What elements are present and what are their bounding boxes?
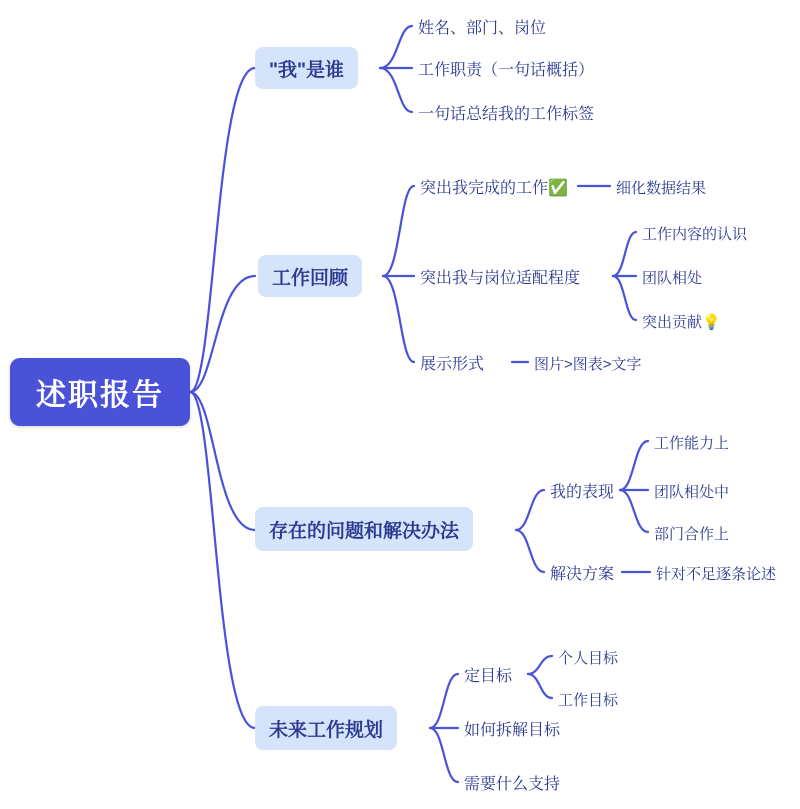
leaf-label: 一句话总结我的工作标签 xyxy=(418,105,595,123)
leaf-what-support-needed[interactable] xyxy=(464,771,560,793)
leaf-label: 工作职责（一句话概括） xyxy=(418,61,595,79)
leaf-completed-work[interactable] xyxy=(420,175,568,197)
leaf-label: 工作目标 xyxy=(558,691,619,709)
leaf-label: 部门合作上 xyxy=(654,525,730,543)
leaf-label: 需要什么支持 xyxy=(464,775,561,793)
branch-node-future-plan[interactable] xyxy=(255,706,397,750)
leaf-set-goals[interactable] xyxy=(464,663,512,685)
leaf-label: 针对不足逐条论述 xyxy=(656,565,777,583)
leaf-highlight-contribution[interactable] xyxy=(642,310,721,332)
branch-node-label: "我"是谁 xyxy=(269,59,345,81)
leaf-label: 我的表现 xyxy=(550,483,615,501)
branch-node-work-review[interactable] xyxy=(258,255,362,297)
leaf-work-ability[interactable] xyxy=(654,431,729,453)
leaf-understanding-of-work[interactable] xyxy=(642,222,747,244)
leaf-team-interaction[interactable] xyxy=(654,480,729,502)
leaf-job-duty[interactable] xyxy=(418,57,594,79)
branch-node-who-am-i[interactable] xyxy=(255,47,358,89)
branch-node-label: 存在的问题和解决办法 xyxy=(269,520,460,542)
leaf-label: 突出我完成的工作✅ xyxy=(420,179,568,197)
leaf-label: 工作内容的认识 xyxy=(642,225,748,243)
root-node[interactable] xyxy=(10,358,190,426)
leaf-role-fit[interactable] xyxy=(420,265,580,287)
root-node-label: 述职报告 xyxy=(36,379,164,412)
leaf-label: 工作能力上 xyxy=(654,434,730,452)
leaf-work-tag[interactable] xyxy=(418,101,594,123)
leaf-label: 细化数据结果 xyxy=(616,179,707,197)
leaf-label: 突出贡献💡 xyxy=(642,313,721,331)
branch-node-problems-and-solutions[interactable] xyxy=(255,507,473,551)
leaf-detailed-data-result[interactable] xyxy=(616,176,706,198)
leaf-work-goal[interactable] xyxy=(558,688,618,710)
leaf-label: 解决方案 xyxy=(550,565,615,583)
leaf-label: 团队相处中 xyxy=(654,483,730,501)
leaf-personal-goal[interactable] xyxy=(558,646,618,668)
leaf-how-to-break-down-goals[interactable] xyxy=(464,717,560,739)
leaf-address-shortcomings[interactable] xyxy=(656,562,776,584)
leaf-department-cooperation[interactable] xyxy=(654,522,729,544)
leaf-label: 个人目标 xyxy=(558,649,619,667)
leaf-label: 姓名、部门、岗位 xyxy=(418,19,547,37)
leaf-presentation-form[interactable] xyxy=(420,351,484,373)
leaf-label: 图片>图表>文字 xyxy=(534,355,642,373)
leaf-label: 团队相处 xyxy=(642,269,703,287)
leaf-label: 如何拆解目标 xyxy=(464,721,561,739)
leaf-image-chart-text[interactable] xyxy=(534,352,642,374)
leaf-my-performance[interactable] xyxy=(550,479,614,501)
leaf-label: 突出我与岗位适配程度 xyxy=(420,269,581,287)
branch-node-label: 工作回顾 xyxy=(272,267,349,289)
leaf-label: 定目标 xyxy=(464,667,513,685)
leaf-team-getting-along[interactable] xyxy=(642,266,702,288)
leaf-solution-plan[interactable] xyxy=(550,561,614,583)
branch-node-label: 未来工作规划 xyxy=(269,719,384,741)
leaf-label: 展示形式 xyxy=(420,355,485,373)
leaf-name-dept-role[interactable] xyxy=(418,15,546,37)
